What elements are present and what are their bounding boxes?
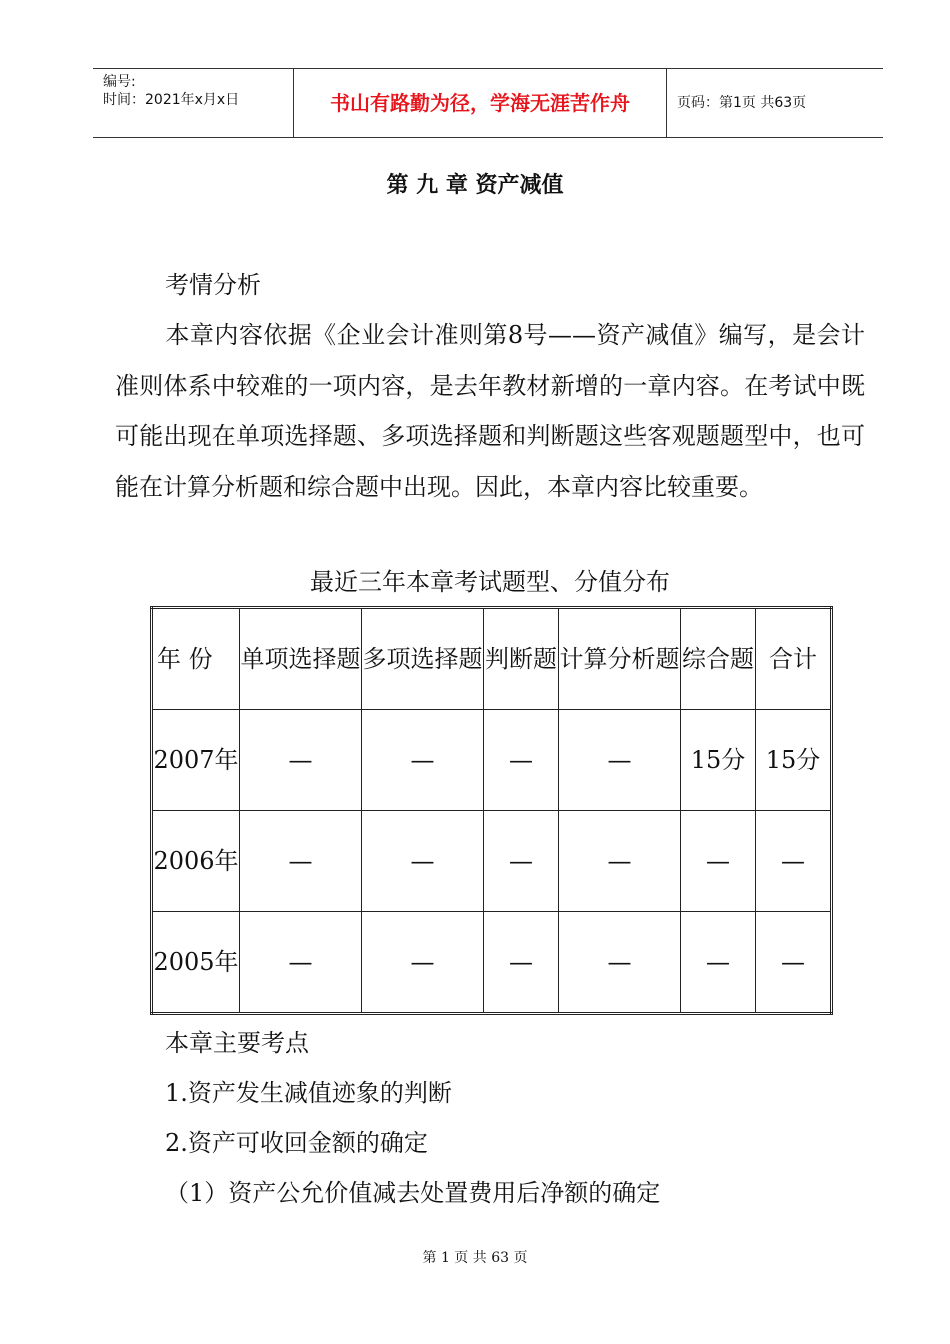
header-total: 合计 — [756, 608, 832, 710]
table-cell: — — [559, 811, 681, 912]
header-page-code: 页码：第1页 共63页 — [677, 95, 807, 111]
key-point-item: 2.资产可收回金额的确定 — [165, 1129, 428, 1157]
table-cell: — — [559, 710, 681, 811]
row-year: 2005年 — [152, 912, 240, 1014]
header-comprehensive: 综合题 — [681, 608, 756, 710]
table-cell: — — [240, 811, 362, 912]
time-label: 时间：2021年x月x日 — [103, 92, 240, 108]
table-cell: — — [362, 710, 484, 811]
table-cell: — — [756, 811, 832, 912]
header-multi-choice: 多项选择题 — [362, 608, 484, 710]
score-distribution-table — [150, 606, 833, 1015]
header-year: 年 份 — [152, 608, 240, 710]
row-year: 2006年 — [152, 811, 240, 912]
intro-paragraph — [115, 310, 865, 512]
row-year: 2007年 — [152, 710, 240, 811]
key-point-item: （1）资产公允价值减去处置费用后净额的确定 — [165, 1179, 661, 1207]
header-calculation: 计算分析题 — [559, 608, 681, 710]
table-cell: — — [362, 912, 484, 1014]
serial-label: 编号: — [103, 74, 136, 90]
chapter-title: 第 九 章 资产减值 — [386, 173, 564, 198]
page-footer: 第 1 页 共 63 页 — [422, 1250, 528, 1266]
table-row — [152, 811, 832, 912]
table-cell: — — [756, 912, 832, 1014]
table-cell: 15分 — [756, 710, 832, 811]
table-row — [152, 912, 832, 1014]
header-motto: 书山有路勤为径，学海无涯苦作舟 — [294, 69, 667, 137]
intro-text: 本章内容依据《企业会计准则第8号——资产减值》编写，是会计准则体系中较难的一项内容，是去年教材新增的一章内容。在考试中既可能出现在单项选择题、多项选择题和判断题这些客观题题型中，也可能在计算分析题和综合题中出现。因此，本章内容比较重要。 — [115, 321, 865, 501]
table-cell: — — [559, 912, 681, 1014]
table-cell: — — [240, 912, 362, 1014]
table-cell: — — [240, 710, 362, 811]
table-cell: — — [681, 912, 756, 1014]
header-judgment: 判断题 — [484, 608, 559, 710]
table-cell: — — [681, 811, 756, 912]
table-cell: — — [484, 710, 559, 811]
header-single-choice: 单项选择题 — [240, 608, 362, 710]
table-cell: — — [484, 811, 559, 912]
table-header-row — [152, 608, 832, 710]
header-meta-cell — [93, 69, 294, 137]
table-caption: 最近三年本章考试题型、分值分布 — [310, 568, 670, 596]
table-cell: — — [362, 811, 484, 912]
table-cell: — — [484, 912, 559, 1014]
key-points-heading: 本章主要考点 — [165, 1029, 309, 1057]
table-row — [152, 710, 832, 811]
table-cell: 15分 — [681, 710, 756, 811]
page-header — [93, 68, 883, 138]
section-heading: 考情分析 — [165, 271, 261, 299]
key-point-item: 1.资产发生减值迹象的判断 — [165, 1079, 452, 1107]
